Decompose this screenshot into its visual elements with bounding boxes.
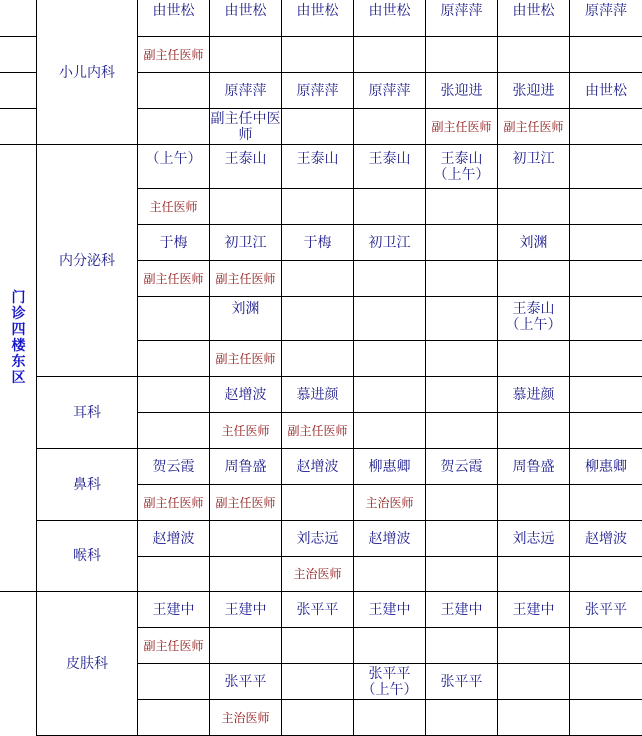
area-label: 门 诊 四 楼 东 区 xyxy=(11,290,26,386)
doctor-name: 由世松 xyxy=(152,3,195,19)
doctor-name: 初卫江 xyxy=(224,234,267,251)
empty-cell xyxy=(354,557,425,591)
doctor-name: 王建中 xyxy=(512,601,555,618)
doctor-name: 张平平 xyxy=(585,601,627,618)
doctor-name: 王泰山 xyxy=(368,151,411,167)
doctor-title: 副主任医师 xyxy=(215,495,276,510)
empty-cell xyxy=(138,413,209,448)
empty-cell xyxy=(570,225,642,260)
empty-cell xyxy=(426,189,497,224)
doctor-name: 副主任中医 师 xyxy=(210,110,281,143)
doctor-name: 王泰山 （上午） xyxy=(505,301,562,333)
doctor-name: 初卫江 xyxy=(368,234,411,251)
doctor-name: 张平平 xyxy=(296,601,339,618)
empty-cell xyxy=(570,109,642,144)
doctor-name: （上午） xyxy=(145,151,202,167)
doctor-name: 赵增波 xyxy=(585,530,627,547)
empty-cell xyxy=(570,189,642,224)
grid-line xyxy=(0,108,36,109)
empty-cell xyxy=(426,37,497,72)
empty-cell xyxy=(570,145,642,188)
doctor-name: 原萍萍 xyxy=(585,3,627,19)
empty-cell xyxy=(138,297,209,340)
empty-cell xyxy=(138,664,209,699)
grid-line xyxy=(0,591,36,592)
empty-cell xyxy=(498,557,569,591)
empty-cell xyxy=(354,297,425,340)
department-label: 喉科 xyxy=(73,548,101,564)
doctor-name: 刘志远 xyxy=(512,530,555,547)
doctor-name: 张迎进 xyxy=(512,82,555,99)
empty-cell xyxy=(282,297,353,340)
doctor-title: 主任医师 xyxy=(221,423,270,438)
empty-cell xyxy=(282,664,353,699)
empty-cell xyxy=(426,261,497,296)
empty-cell xyxy=(354,700,425,736)
empty-cell xyxy=(426,413,497,448)
doctor-title: 主治医师 xyxy=(365,495,414,510)
empty-cell xyxy=(138,377,209,412)
doctor-name: 慕进颜 xyxy=(512,386,555,403)
empty-cell xyxy=(570,413,642,448)
empty-cell xyxy=(498,700,569,736)
empty-cell xyxy=(354,109,425,144)
department-label: 内分泌科 xyxy=(59,252,115,269)
grid-line xyxy=(0,36,36,37)
empty-cell xyxy=(570,297,642,340)
empty-cell xyxy=(354,413,425,448)
empty-cell xyxy=(354,189,425,224)
empty-cell xyxy=(426,700,497,736)
empty-cell xyxy=(498,664,569,699)
empty-cell xyxy=(426,297,497,340)
empty-cell xyxy=(498,413,569,448)
doctor-title: 副主任医师 xyxy=(287,423,348,438)
empty-cell xyxy=(426,521,497,556)
empty-cell xyxy=(210,557,281,591)
doctor-title: 副主任医师 xyxy=(143,271,204,286)
grid-line xyxy=(0,72,36,73)
empty-cell xyxy=(570,341,642,376)
doctor-name: 柳惠卿 xyxy=(585,458,627,475)
empty-cell xyxy=(570,700,642,736)
doctor-title: 主任医师 xyxy=(149,199,198,214)
empty-cell xyxy=(210,189,281,224)
empty-cell xyxy=(570,261,642,296)
empty-cell xyxy=(570,485,642,520)
doctor-name: 贺云霞 xyxy=(440,458,483,475)
doctor-name: 张迎进 xyxy=(440,82,483,99)
doctor-name: 张平平 （上午） xyxy=(361,665,418,698)
empty-cell xyxy=(354,261,425,296)
doctor-name: 赵增波 xyxy=(368,530,411,547)
empty-cell xyxy=(282,109,353,144)
empty-cell xyxy=(426,628,497,663)
empty-cell xyxy=(426,377,497,412)
empty-cell xyxy=(426,557,497,591)
doctor-name: 张平平 xyxy=(440,673,483,690)
doctor-name: 原萍萍 xyxy=(224,82,267,99)
empty-cell xyxy=(210,628,281,663)
doctor-name: 刘渊 xyxy=(231,301,260,317)
doctor-name: 王建中 xyxy=(440,601,483,618)
empty-cell xyxy=(282,189,353,224)
empty-cell xyxy=(282,341,353,376)
doctor-name: 王泰山 xyxy=(296,151,339,167)
empty-cell xyxy=(354,341,425,376)
doctor-title: 主治医师 xyxy=(293,567,342,581)
doctor-title: 副主任医师 xyxy=(215,271,276,286)
doctor-name: 由世松 xyxy=(368,3,411,19)
doctor-name: 刘渊 xyxy=(519,234,548,251)
doctor-title: 副主任医师 xyxy=(215,351,276,366)
doctor-title: 副主任医师 xyxy=(143,638,204,653)
empty-cell xyxy=(426,341,497,376)
doctor-name: 周鲁盛 xyxy=(224,458,267,475)
doctor-name: 王泰山 （上午） xyxy=(433,151,490,183)
doctor-name: 赵增波 xyxy=(296,458,339,475)
empty-cell xyxy=(498,261,569,296)
empty-cell xyxy=(282,700,353,736)
department-label: 鼻科 xyxy=(73,476,101,493)
doctor-name: 赵增波 xyxy=(152,530,195,547)
empty-cell xyxy=(282,37,353,72)
empty-cell xyxy=(210,521,281,556)
department-label: 耳科 xyxy=(73,404,101,421)
doctor-title: 副主任医师 xyxy=(503,119,564,134)
empty-cell xyxy=(282,628,353,663)
empty-cell xyxy=(498,628,569,663)
empty-cell xyxy=(498,37,569,72)
empty-cell xyxy=(354,37,425,72)
empty-cell xyxy=(426,225,497,260)
doctor-name: 由世松 xyxy=(585,82,627,99)
doctor-name: 王建中 xyxy=(368,601,411,618)
doctor-name: 原萍萍 xyxy=(368,82,411,99)
doctor-name: 王建中 xyxy=(224,601,267,618)
doctor-title: 副主任医师 xyxy=(431,119,492,134)
doctor-name: 由世松 xyxy=(296,3,339,19)
doctor-name: 柳惠卿 xyxy=(368,458,411,475)
doctor-name: 张平平 xyxy=(224,673,267,690)
empty-cell xyxy=(138,109,209,144)
doctor-name: 于梅 xyxy=(303,234,332,251)
empty-cell xyxy=(570,377,642,412)
empty-cell xyxy=(354,628,425,663)
empty-cell xyxy=(570,37,642,72)
empty-cell xyxy=(210,37,281,72)
doctor-name: 贺云霞 xyxy=(152,458,195,475)
department-label: 皮肤科 xyxy=(66,656,108,672)
doctor-name: 初卫江 xyxy=(512,151,555,167)
department-label: 小儿内科 xyxy=(59,64,115,81)
empty-cell xyxy=(282,261,353,296)
empty-cell xyxy=(138,557,209,591)
doctor-name: 刘志远 xyxy=(296,530,339,547)
doctor-name: 周鲁盛 xyxy=(512,458,555,475)
empty-cell xyxy=(498,485,569,520)
empty-cell xyxy=(570,664,642,699)
empty-cell xyxy=(426,485,497,520)
doctor-name: 于梅 xyxy=(159,234,188,251)
doctor-title: 主治医师 xyxy=(221,711,270,725)
doctor-name: 原萍萍 xyxy=(296,82,339,99)
doctor-name: 原萍萍 xyxy=(440,3,483,19)
empty-cell xyxy=(138,73,209,108)
empty-cell xyxy=(138,700,209,736)
doctor-name: 王泰山 xyxy=(224,151,267,167)
empty-cell xyxy=(570,628,642,663)
empty-cell xyxy=(570,557,642,591)
empty-cell xyxy=(498,341,569,376)
doctor-name: 王建中 xyxy=(152,601,195,618)
empty-cell xyxy=(354,377,425,412)
empty-cell xyxy=(282,485,353,520)
doctor-title: 副主任医师 xyxy=(143,495,204,510)
empty-cell xyxy=(498,189,569,224)
doctor-title: 副主任医师 xyxy=(143,47,204,62)
doctor-name: 赵增波 xyxy=(224,386,267,403)
doctor-name: 由世松 xyxy=(224,3,267,19)
empty-cell xyxy=(138,341,209,376)
doctor-name: 由世松 xyxy=(512,3,555,19)
doctor-name: 慕进颜 xyxy=(296,386,339,403)
